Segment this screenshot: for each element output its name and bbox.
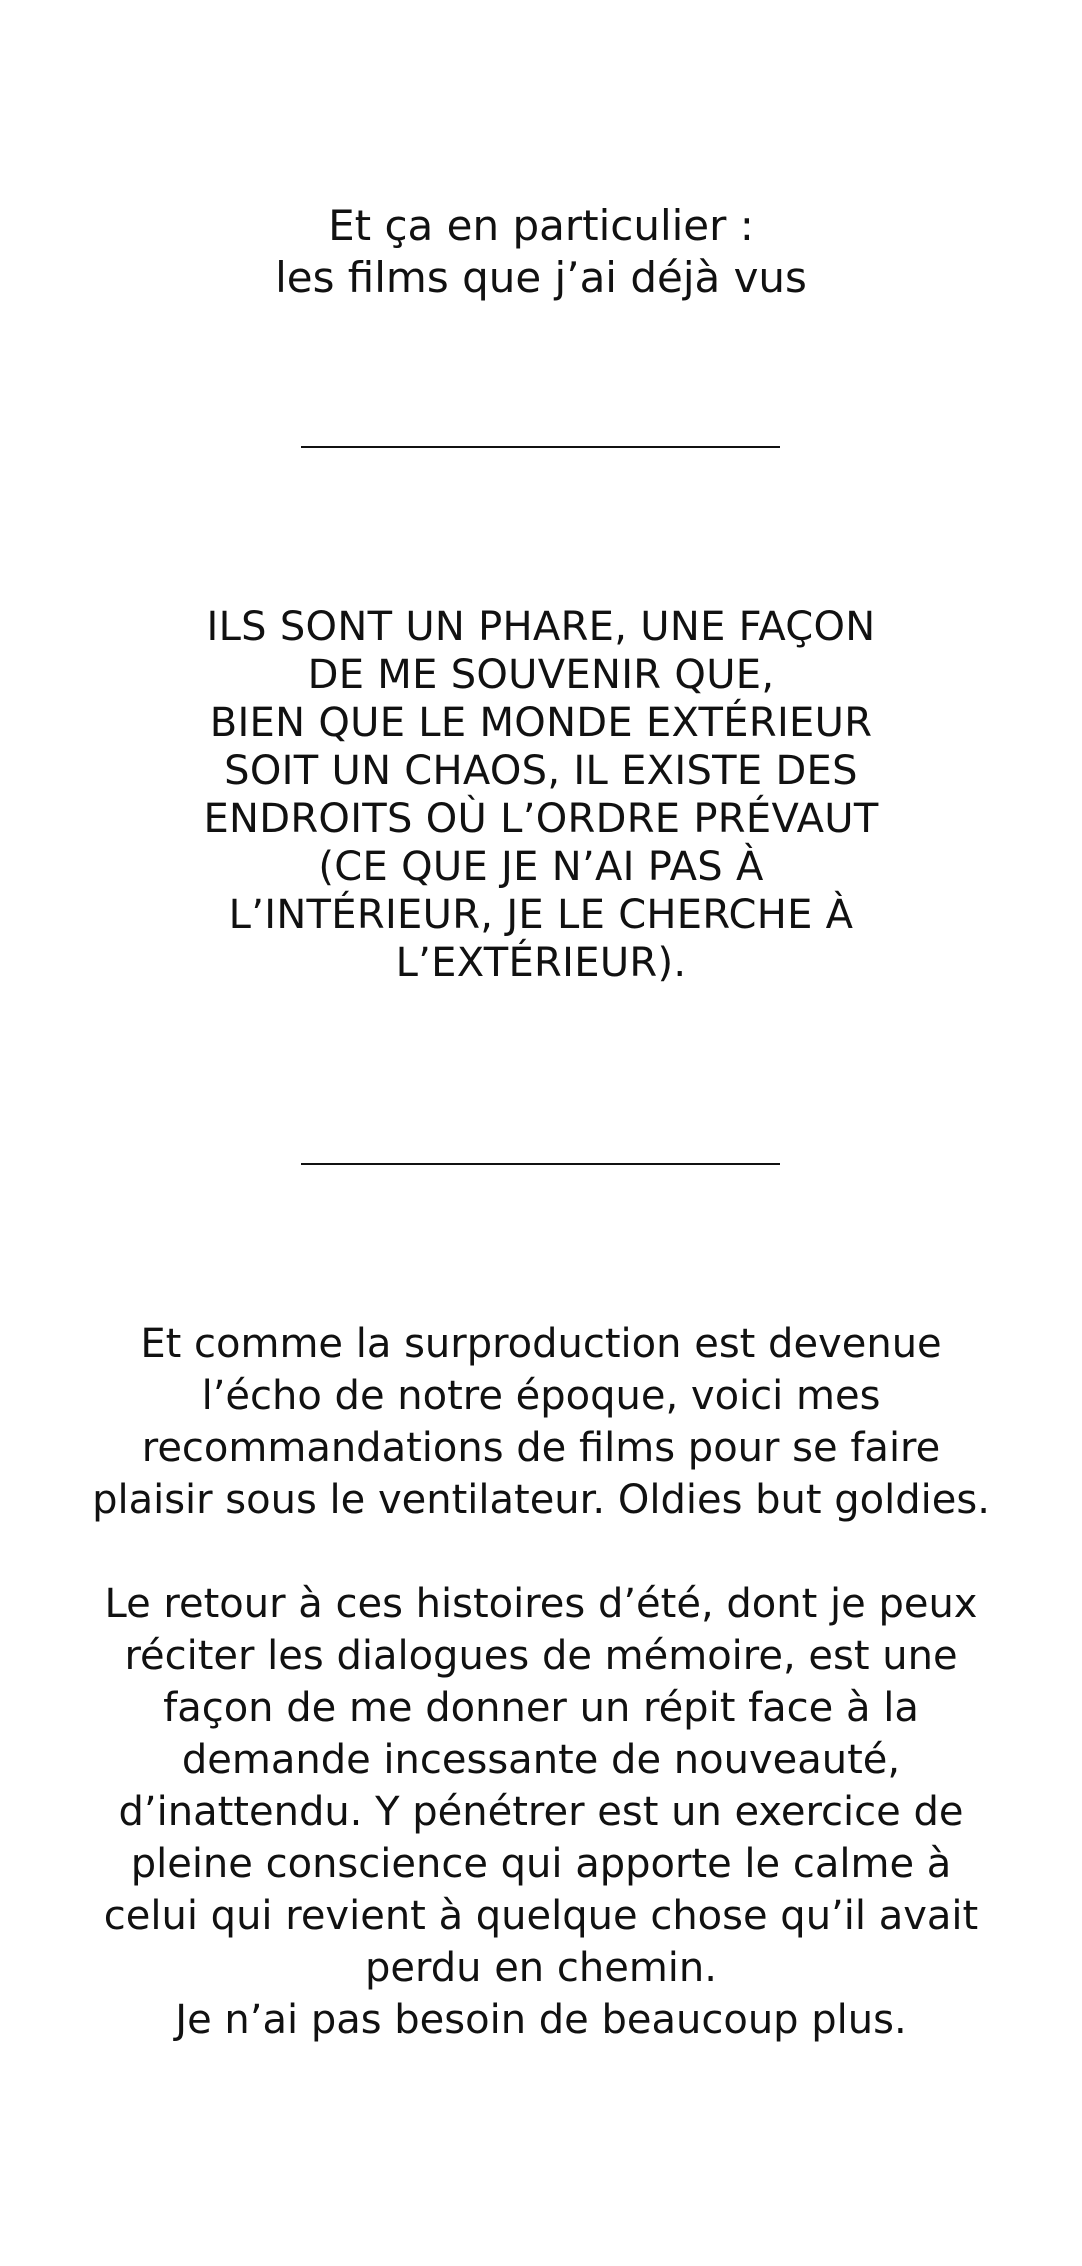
quote-line: DE ME SOUVENIR QUE, <box>307 652 775 698</box>
paragraph-summer-stories <box>0 1578 1082 2046</box>
quote-line: ENDROITS OÙ L’ORDRE PRÉVAUT <box>203 796 879 842</box>
paragraph-line: pleine conscience qui apporte le calme à <box>130 1841 952 1887</box>
paragraph-line: l’écho de notre époque, voici mes <box>201 1373 881 1419</box>
paragraph-line: d’inattendu. Y pénétrer est un exercice de <box>118 1789 964 1835</box>
paragraph-recommendations <box>0 1318 1082 1526</box>
intro-heading <box>0 200 1082 304</box>
paragraph-line: Et comme la surproduction est devenue <box>140 1321 942 1367</box>
paragraph-line: façon de me donner un répit face à la <box>163 1685 919 1731</box>
pull-quote <box>0 603 1082 987</box>
intro-line: les films que j’ai déjà vus <box>275 253 807 302</box>
paragraph-line: Le retour à ces histoires d’été, dont je peux <box>104 1581 978 1627</box>
divider-bottom <box>301 1163 780 1165</box>
quote-line: ILS SONT UN PHARE, UNE FAÇON <box>206 604 876 650</box>
quote-line: L’EXTÉRIEUR). <box>395 940 687 986</box>
paragraph-line: Je n’ai pas besoin de beaucoup plus. <box>175 1997 907 2043</box>
paragraph-line: plaisir sous le ventilateur. Oldies but goldies. <box>92 1477 990 1523</box>
quote-line: L’INTÉRIEUR, JE LE CHERCHE À <box>228 892 854 938</box>
paragraph-line: celui qui revient à quelque chose qu’il avait <box>103 1893 979 1939</box>
paragraph-line: recommandations de films pour se faire <box>141 1425 941 1471</box>
paragraph-line: réciter les dialogues de mémoire, est une <box>124 1633 958 1679</box>
divider-top <box>301 446 780 448</box>
quote-line: SOIT UN CHAOS, IL EXISTE DES <box>224 748 858 794</box>
quote-line: BIEN QUE LE MONDE EXTÉRIEUR <box>209 700 873 746</box>
paragraph-line: demande incessante de nouveauté, <box>181 1737 901 1783</box>
paragraph-line: perdu en chemin. <box>365 1945 717 1991</box>
quote-line: (CE QUE JE N’AI PAS À <box>318 844 764 890</box>
intro-line: Et ça en particulier : <box>328 201 754 250</box>
